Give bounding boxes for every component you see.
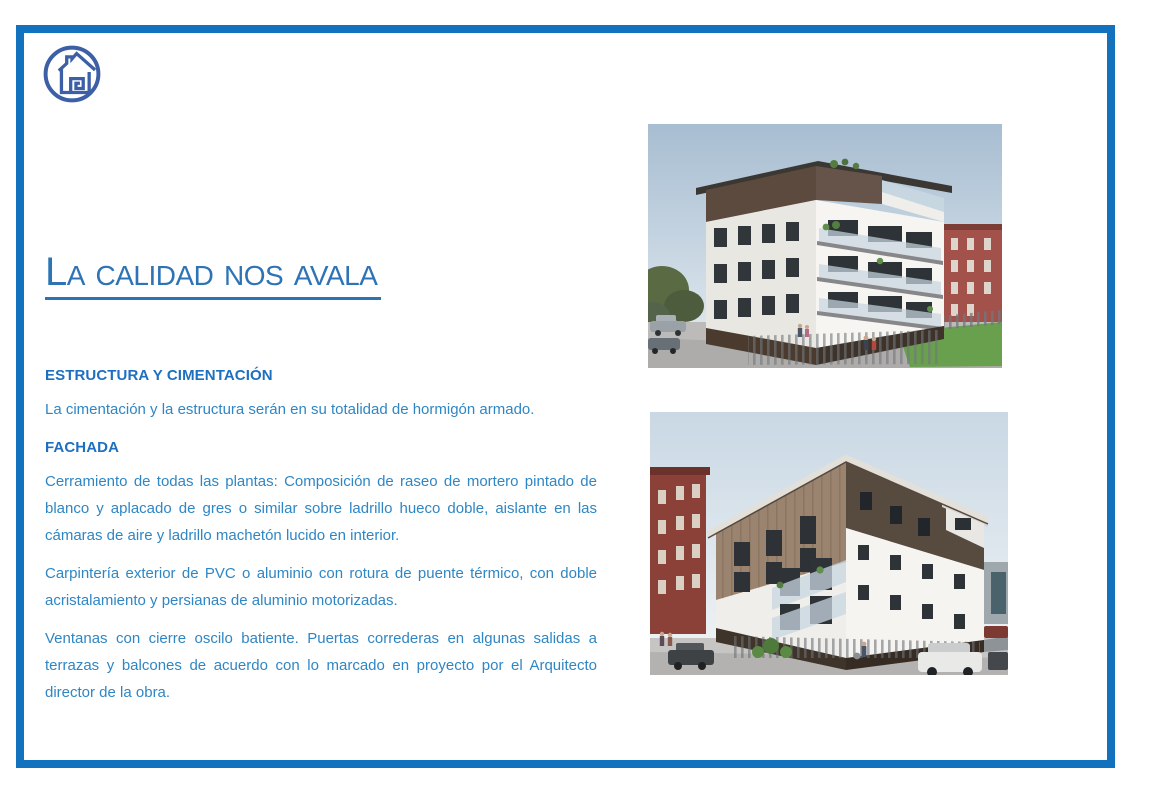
section-heading-fachada: FACHADA	[45, 439, 120, 456]
house-in-circle-icon	[39, 41, 105, 107]
paragraph-ventanas: Ventanas con cierre oscilo batiente. Puertas correderas en algunas salidas a terrazas y balcones de acuerdo con lo marcado en proyecto por el Arquitecto director de la obra.	[45, 630, 597, 701]
page-title	[45, 250, 597, 300]
building-render-top	[648, 124, 1002, 368]
paragraph-carpinteria: Carpintería exterior de PVC o aluminio con rotura de puente térmico, con doble acristalamiento y persianas de aluminio motorizadas.	[45, 565, 597, 609]
building-render-top-image	[648, 124, 1002, 368]
company-logo	[39, 41, 105, 107]
building-render-bottom-image	[650, 412, 1008, 675]
section-heading-estructura: ESTRUCTURA Y CIMENTACIÓN	[45, 367, 273, 384]
paragraph-cimentacion: La cimentación y la estructura serán en su totalidad de hormigón armado.	[45, 401, 535, 418]
page-title-text: La calidad nos avala	[45, 250, 381, 300]
building-render-bottom	[650, 412, 1008, 675]
paragraph-cerramiento: Cerramiento de todas las plantas: Composición de raseo de mortero pintado de blanco y aplacado de gres o similar sobre ladrillo hueco doble, aislante en las cámaras de aire y ladrillo machetón lucido en interior.	[45, 473, 597, 544]
text-column	[45, 250, 597, 706]
